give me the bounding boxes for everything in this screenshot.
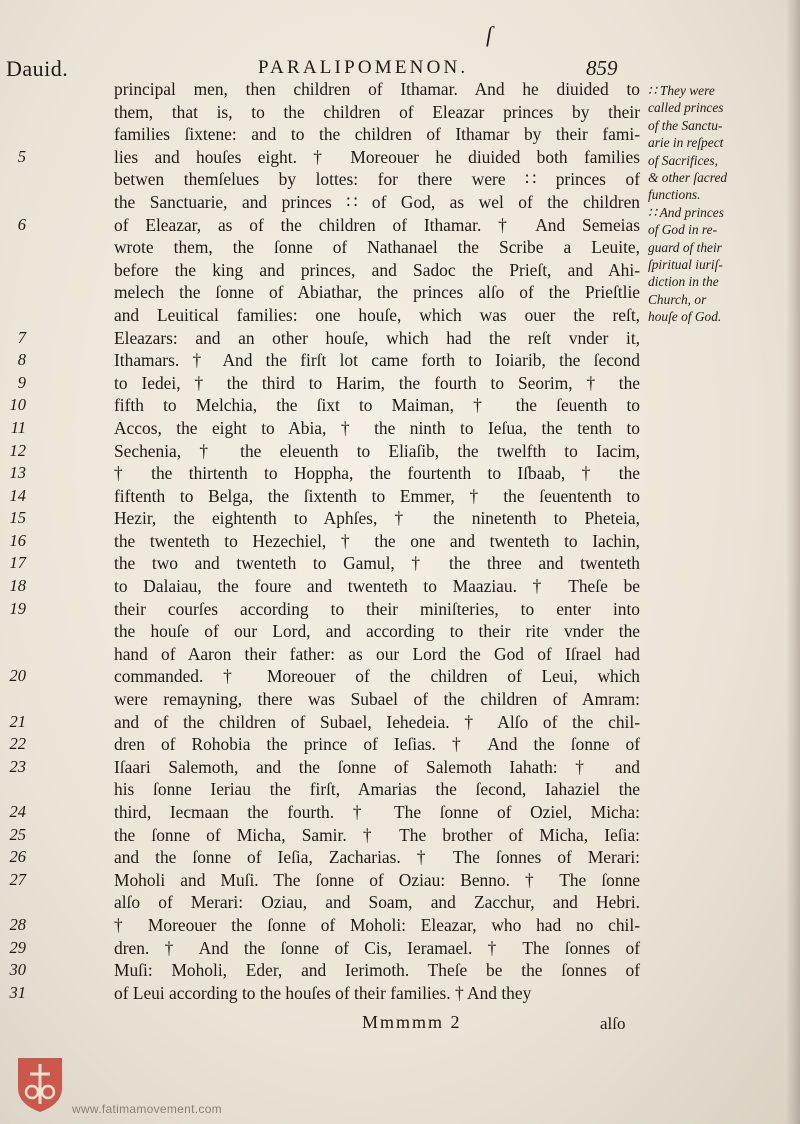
text-line xyxy=(82,620,642,643)
line-text: were remayning, there was Subael of the children of Amram: xyxy=(114,689,640,710)
text-line xyxy=(82,778,642,801)
line-text: wrote them, the ſonne of Nathanael the Scribe a Leuite, xyxy=(114,237,640,258)
line-text: to Dalaiau, the foure and twenteth to Maaziau. † Theſe be xyxy=(114,576,640,597)
marginal-note-line: of Sacrifices, xyxy=(648,152,718,168)
text-line xyxy=(9,869,642,892)
signature-mark: Mmmmm 2 xyxy=(362,1012,462,1032)
verse-number: 7 xyxy=(17,327,26,347)
verse-number: 20 xyxy=(9,666,26,686)
text-line xyxy=(82,123,642,146)
folio-number: 859 xyxy=(586,56,618,80)
line-text: of Eleazar, as of the children of Ithamar. † And Semeias xyxy=(114,214,640,235)
text-line xyxy=(9,846,642,869)
line-text: † the thirtenth to Hoppha, the fourtenth to Iſbaab, † the xyxy=(114,463,640,484)
verse-number: 13 xyxy=(9,463,26,483)
text-line xyxy=(9,801,642,824)
text-line xyxy=(9,485,642,508)
running-head-left: Dauid. xyxy=(6,56,69,81)
verse-number: 28 xyxy=(9,914,26,934)
line-text: Ithamars. † And the firſt lot came forth to Ioiarib, the ſecond xyxy=(114,350,640,371)
line-text: before the king and princes, and Sadoc the Prieſt, and Ahi- xyxy=(114,259,640,280)
text-line xyxy=(17,372,642,395)
verse-number: 23 xyxy=(9,756,26,776)
verse-number: 15 xyxy=(9,508,26,528)
text-line xyxy=(82,643,642,666)
marginal-note-line: houſe of God. xyxy=(648,309,722,325)
line-text: to Iedei, † the third to Harim, the fourth to Seorim, † the xyxy=(114,372,640,393)
text-line xyxy=(82,101,642,124)
text-line xyxy=(10,417,642,440)
line-text: the two and twenteth to Gamul, † the three and twenteth xyxy=(114,553,640,574)
line-text: dren. † And the ſonne of Cis, Ieramael. † The ſonnes of xyxy=(114,937,640,958)
line-text: the Sanctuarie, and princes ∷ of God, as wel of the children xyxy=(114,191,640,212)
verse-number: 26 xyxy=(9,847,26,867)
line-text: principal men, then children of Ithamar. And he diuided to xyxy=(114,79,640,99)
line-text: and Leuitical families: one houſe, which was ouer the reſt, xyxy=(114,304,640,325)
text-line xyxy=(9,440,642,463)
marginal-note-line: guard of their xyxy=(648,239,722,255)
line-text: of Leui according to the houſes of their families. † And they xyxy=(114,982,532,1003)
text-line xyxy=(17,327,642,350)
text-line xyxy=(9,711,642,734)
text-line xyxy=(17,214,642,237)
verse-number: 22 xyxy=(9,734,26,754)
text-line xyxy=(82,281,642,304)
line-text: Eleazars: and an other houſe, which had the reſt vnder it, xyxy=(114,327,640,348)
verse-number: 12 xyxy=(9,440,26,460)
verse-number: 18 xyxy=(9,576,26,596)
fatima-movement-logo-icon xyxy=(14,1054,66,1114)
text-line xyxy=(9,733,642,756)
line-text: Hezir, the eightenth to Aphſes, † the ninetenth to Pheteia, xyxy=(114,508,640,529)
text-line xyxy=(9,575,642,598)
line-text: his ſonne Ieriau the firſt, Amarias the ſecond, Iahaziel the xyxy=(114,779,640,800)
line-text: the ſonne of Micha, Samir. † The brother of Micha, Ieſia: xyxy=(114,824,640,845)
verse-number: 17 xyxy=(9,553,26,573)
text-line xyxy=(9,598,642,621)
verse-number: 16 xyxy=(9,530,26,550)
verse-number: 8 xyxy=(17,350,26,370)
marginal-note-line: ∷ And princes xyxy=(648,204,724,220)
marginal-note-line: Church, or xyxy=(648,291,707,307)
top-mark: ſ xyxy=(486,22,493,47)
line-text: them, that is, to the children of Eleazar princes by their xyxy=(114,101,640,122)
text-line xyxy=(17,349,642,372)
text-line xyxy=(9,507,642,530)
text-line xyxy=(17,146,642,169)
line-text: melech the ſonne of Abiathar, the princes alſo of the Prieſtlie xyxy=(114,282,640,303)
line-text: fifth to Melchia, the ſixt to Maiman, † the ſeuenth to xyxy=(114,395,640,416)
line-text: the houſe of our Lord, and according to their rite vnder the xyxy=(114,621,640,642)
line-text: † Moreouer the ſonne of Moholi: Eleazar, who had no chil- xyxy=(114,914,640,935)
verse-number: 6 xyxy=(17,214,26,234)
verse-number: 14 xyxy=(9,485,26,505)
line-text: fiftenth to Belga, the ſixtenth to Emmer, † the ſeuententh to xyxy=(114,485,640,506)
text-line xyxy=(9,394,642,417)
body-text xyxy=(9,78,642,1004)
line-text: their courſes according to their miniſteries, to enter into xyxy=(114,598,640,619)
catchword: alſo xyxy=(600,1014,626,1033)
watermark-url: www.fatimamovement.com xyxy=(72,1102,222,1116)
line-text: the twenteth to Hezechiel, † the one and twenteth to Iachin, xyxy=(114,530,640,551)
line-text: lies and houſes eight. † Moreouer he diuided both families xyxy=(114,146,640,167)
verse-number: 21 xyxy=(9,711,26,731)
text-line xyxy=(82,891,642,914)
text-line xyxy=(9,665,642,688)
verse-number: 9 xyxy=(17,372,26,392)
marginal-note-line: ſpiritual iuriſ- xyxy=(648,257,723,273)
text-line xyxy=(9,982,642,1005)
text-line xyxy=(9,756,642,779)
marginal-note-line: functions. xyxy=(648,187,701,203)
verse-number: 25 xyxy=(9,824,26,844)
text-line xyxy=(9,530,642,553)
text-line xyxy=(82,304,642,327)
text-line xyxy=(9,959,642,982)
verse-number: 27 xyxy=(9,869,26,889)
verse-number: 24 xyxy=(9,802,26,821)
line-text: Iſaari Salemoth, and the ſonne of Salemoth Iahath: † and xyxy=(114,756,640,777)
marginal-note xyxy=(648,82,798,326)
marginal-note-line: of the Sanctu- xyxy=(648,117,723,133)
line-text: families ſixtene: and to the children of Ithamar by their fami- xyxy=(114,124,640,145)
text-line xyxy=(82,168,642,191)
marginal-note-line: called princes xyxy=(648,100,724,116)
text-line xyxy=(9,552,642,575)
marginal-note-line: & other ſacred xyxy=(648,170,728,186)
text-line xyxy=(9,937,642,960)
verse-number: 10 xyxy=(9,395,26,415)
marginal-note-line: of God in re- xyxy=(648,222,718,238)
verse-number: 11 xyxy=(10,417,26,437)
marginal-note-line: diction in the xyxy=(648,274,719,290)
text-line xyxy=(82,259,642,282)
line-text: third, Iecmaan the fourth. † The ſonne of Oziel, Micha: xyxy=(114,802,640,822)
line-text: Moholi and Muſi. The ſonne of Oziau: Benno. † The ſonne xyxy=(114,869,640,890)
verse-number: 5 xyxy=(17,146,26,166)
line-text: betwen themſelues by lottes: for there were ∷ princes of xyxy=(114,169,640,190)
text-line xyxy=(82,78,642,101)
text-line xyxy=(82,236,642,259)
line-text: and the ſonne of Ieſia, Zacharias. † The ſonnes of Merari: xyxy=(114,847,640,868)
line-text: dren of Rohobia the prince of Ieſias. † And the ſonne of xyxy=(114,734,640,755)
marginal-note-line: arie in reſpect xyxy=(648,135,724,151)
text-line xyxy=(9,914,642,937)
verse-number: 29 xyxy=(9,937,26,957)
text-line xyxy=(9,824,642,847)
line-text: commanded. † Moreouer of the children of Leui, which xyxy=(114,666,640,687)
text-line xyxy=(82,688,642,711)
line-text: Sechenia, † the eleuenth to Eliaſib, the twelfth to Iacim, xyxy=(114,440,640,461)
line-text: alſo of Merari: Oziau, and Soam, and Zacchur, and Hebri. xyxy=(114,892,640,913)
text-line xyxy=(9,462,642,485)
line-text: hand of Aaron their father: as our Lord the God of Iſrael had xyxy=(114,643,640,664)
line-text: Muſi: Moholi, Eder, and Ierimoth. Theſe be the ſonnes of xyxy=(114,960,640,981)
line-text: and of the children of Subael, Iehedeia. † Alſo of the chil- xyxy=(114,711,640,732)
running-title: PARALIPOMENON. xyxy=(258,57,469,78)
marginal-note-line: ∷ They were xyxy=(648,83,715,98)
verse-number: 19 xyxy=(9,598,26,618)
line-text: Accos, the eight to Abia, † the ninth to Ieſua, the tenth to xyxy=(114,417,640,438)
verse-number: 30 xyxy=(9,960,26,980)
verse-number: 31 xyxy=(9,982,26,1002)
text-line xyxy=(82,191,642,214)
